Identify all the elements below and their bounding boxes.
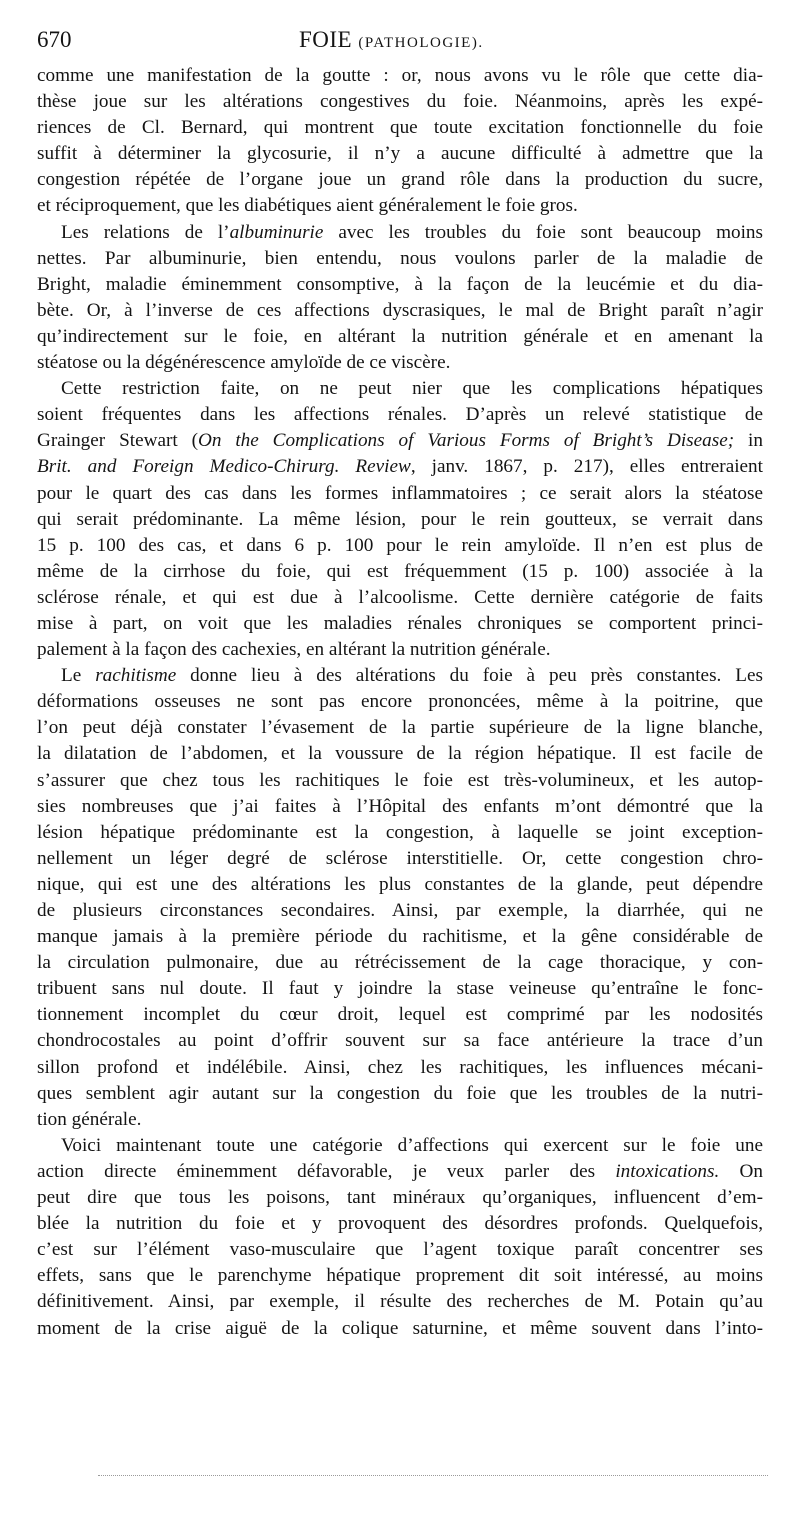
- text-segment: déformations osseuses ne sont pas encore prononcées, même à la poitrine, que: [37, 691, 763, 713]
- italic-text: rachitisme: [95, 665, 177, 687]
- text-segment: bète. Or, à l’inverse de ces affections dyscrasiques, le mal de Bright paraît n’agir: [37, 299, 763, 321]
- text-line: [37, 689, 763, 715]
- text-segment: pour le quart des cas dans les formes inflammatoires ; ce serait alors la stéatose: [37, 482, 763, 504]
- text-segment: qu’indirectement sur le foie, en altérant la nutrition générale et en amenant la: [37, 325, 763, 347]
- text-segment: Voici maintenant toute une catégorie d’affections qui exercent sur le foie une: [61, 1134, 763, 1156]
- text-line: [37, 950, 763, 976]
- text-segment: blée la nutrition du foie et y provoquent des désordres profonds. Quelquefois,: [37, 1213, 763, 1235]
- text-segment: peut dire que tous les poisons, tant minéraux qu’organiques, influencent d’em-: [37, 1187, 763, 1209]
- text-segment: de plusieurs circonstances secondaires. Ainsi, par exemple, la diarrhée, qui ne: [37, 900, 763, 921]
- text-line: [37, 193, 763, 219]
- text-line: [37, 1133, 763, 1159]
- text-line: [37, 559, 763, 585]
- text-line: [37, 272, 763, 298]
- text-segment: s’assurer que chez tous les rachitiques le foie est très-volumineux, et les autop-: [37, 769, 763, 791]
- text-segment: , janv. 1867, p. 217), elles entreraient: [410, 456, 763, 478]
- text-segment: soient fréquentes dans les affections rénales. D’après un relevé statistique de: [37, 404, 763, 426]
- text-line: [37, 350, 763, 376]
- text-segment: donne lieu à des altérations du foie à peu près constantes. Les: [176, 665, 763, 687]
- text-segment: 15 p. 100 des cas, et dans 6 p. 100 pour le rein amyloïde. Il n’en est plus de: [37, 534, 763, 556]
- text-line: [37, 481, 763, 507]
- text-line: [37, 768, 763, 794]
- text-line: [37, 115, 763, 141]
- text-segment: riences de Cl. Bernard, qui montrent que toute excitation fonctionnelle du foie: [37, 117, 763, 139]
- text-segment: chondrocostales au point d’offrir souvent sur sa face antérieure la trace d’un: [37, 1030, 763, 1052]
- text-segment: thèse joue sur les altérations congestives du foie. Néanmoins, après les expé-: [37, 91, 763, 113]
- text-line: [37, 872, 763, 898]
- text-segment: et réciproquement, que les diabétiques aient généralement le foie gros.: [37, 195, 578, 217]
- text-line: [37, 167, 763, 193]
- text-line: [37, 1185, 763, 1211]
- text-segment: la dilatation de l’abdomen, et la voussure de la région hépatique. Il est facile de: [37, 743, 763, 765]
- italic-text: On the Complications of Various Forms of Bright’s Disease;: [197, 430, 735, 452]
- text-segment: Bright, maladie éminemment consomptive, à la façon de la leucémie et du dia-: [37, 273, 763, 295]
- text-segment: nellement un léger degré de sclérose interstitielle. Or, cette congestion chro-: [37, 847, 763, 869]
- text-line: [37, 611, 763, 637]
- text-line: [37, 1211, 763, 1237]
- text-segment: action directe éminemment défavorable, je veux parler des: [37, 1160, 616, 1182]
- text-segment: qui serait prédominante. La même lésion, pour le rein goutteux, se verrait dans: [37, 508, 763, 530]
- text-line: [37, 324, 763, 350]
- text-line: [37, 924, 763, 950]
- text-line: [37, 1237, 763, 1263]
- text-segment: nettes. Par albuminurie, bien entendu, nous voulons parler de la maladie de: [37, 247, 763, 269]
- text-segment: même de la cirrhose du foie, qui est fréquemment (15 p. 100) associée à la: [37, 560, 763, 582]
- text-segment: mise à part, on voit que les maladies rénales chroniques se comportent princi-: [37, 612, 763, 634]
- text-line: [37, 507, 763, 533]
- text-line: [37, 976, 763, 1002]
- text-line: [37, 220, 763, 246]
- text-segment: avec les troubles du foie sont beaucoup moins: [323, 221, 763, 243]
- text-segment: c’est sur l’élément vaso-musculaire que l’agent toxique paraît concentrer ses: [37, 1239, 763, 1261]
- text-line: [37, 533, 763, 559]
- text-segment: stéatose ou la dégénérescence amyloïde de ce viscère.: [37, 352, 451, 374]
- text-segment: tion générale.: [37, 1108, 142, 1130]
- text-segment: l’on peut déjà constater l’évasement de la partie supérieure de la ligne blanche,: [37, 717, 763, 739]
- text-line: [37, 428, 763, 454]
- text-segment: sies nombreuses que j’ai faites à l’Hôpital des enfants m’ont démontré que la: [37, 795, 763, 817]
- text-line: [37, 898, 763, 924]
- text-segment: tribuent sans nul doute. Il faut y joindre la stase veineuse qu’entraîne le fonc-: [37, 978, 763, 1000]
- text-segment: in: [734, 430, 763, 452]
- text-line: [37, 246, 763, 272]
- running-head-subtitle: (PATHOLOGIE).: [358, 35, 484, 51]
- text-segment: manque jamais à la première période du rachitisme, et la gêne considérable de: [37, 926, 763, 948]
- page-header: [37, 27, 758, 55]
- text-segment: sclérose rénale, et qui est due à l’alcoolisme. Cette dernière catégorie de faits: [37, 586, 763, 608]
- text-line: [37, 1002, 763, 1028]
- text-segment: Cette restriction faite, on ne peut nier que les complications hépatiques: [61, 378, 763, 400]
- text-line: [37, 637, 763, 663]
- text-line: [37, 141, 763, 167]
- text-line: [37, 1028, 763, 1054]
- text-segment: Grainger Stewart (: [37, 430, 198, 452]
- running-head: [299, 27, 484, 53]
- running-head-title: FOIE: [299, 27, 353, 52]
- text-segment: lésion hépatique prédominante est la congestion, à laquelle se joint exception-: [37, 821, 763, 843]
- text-segment: suffit à déterminer la glycosurie, il n’y a aucune difficulté à admettre que la: [37, 143, 763, 165]
- text-line: [37, 663, 763, 689]
- text-segment: moment de la crise aiguë de la colique saturnine, et même souvent dans l’into-: [37, 1317, 763, 1339]
- text-line: [37, 846, 763, 872]
- text-line: [37, 741, 763, 767]
- text-line: [37, 454, 763, 480]
- text-line: [37, 1289, 763, 1315]
- text-line: [37, 585, 763, 611]
- text-segment: Les relations de l’: [61, 221, 230, 243]
- text-segment: On: [719, 1160, 764, 1182]
- text-segment: palement à la façon des cachexies, en altérant la nutrition générale.: [37, 639, 551, 661]
- text-segment: nique, qui est une des altérations les plus constantes de la glande, peut dépendre: [37, 873, 763, 895]
- text-line: [37, 794, 763, 820]
- text-segment: Le: [61, 665, 96, 687]
- footer-rule: [98, 1475, 768, 1476]
- text-segment: effets, sans que le parenchyme hépatique proprement dit soit intéressé, au moins: [37, 1265, 763, 1287]
- text-line: [37, 298, 763, 324]
- page-number: 670: [37, 27, 72, 52]
- text-line: [37, 1316, 763, 1342]
- text-segment: ques semblent agir autant sur la congestion du foie que les troubles de la nutri-: [37, 1082, 763, 1104]
- text-line: [37, 1081, 763, 1107]
- text-line: [37, 820, 763, 846]
- text-segment: la circulation pulmonaire, due au rétrécissement de la cage thoracique, y con-: [37, 952, 763, 974]
- text-segment: définitivement. Ainsi, par exemple, il résulte des recherches de M. Potain qu’au: [37, 1291, 763, 1313]
- text-segment: congestion répétée de l’organe joue un grand rôle dans la production du sucre,: [37, 169, 763, 191]
- text-line: [37, 1263, 763, 1289]
- text-line: [37, 1107, 763, 1133]
- text-segment: tionnement incomplet du cœur droit, lequel est comprimé par les nodosités: [37, 1004, 763, 1026]
- text-line: [37, 63, 763, 89]
- text-line: [37, 1159, 763, 1185]
- body-text: [37, 63, 763, 1342]
- text-line: [37, 715, 763, 741]
- text-line: [37, 1055, 763, 1081]
- text-line: [37, 402, 763, 428]
- text-segment: comme une manifestation de la goutte : or, nous avons vu le rôle que cette dia-: [37, 65, 763, 86]
- italic-text: albuminurie: [229, 221, 324, 243]
- italic-text: Brit. and Foreign Medico-Chirurg. Review: [37, 456, 411, 478]
- text-segment: sillon profond et indélébile. Ainsi, chez les rachitiques, les influences mécani-: [37, 1056, 763, 1078]
- italic-text: intoxications.: [615, 1160, 720, 1182]
- text-line: [37, 376, 763, 402]
- text-line: [37, 89, 763, 115]
